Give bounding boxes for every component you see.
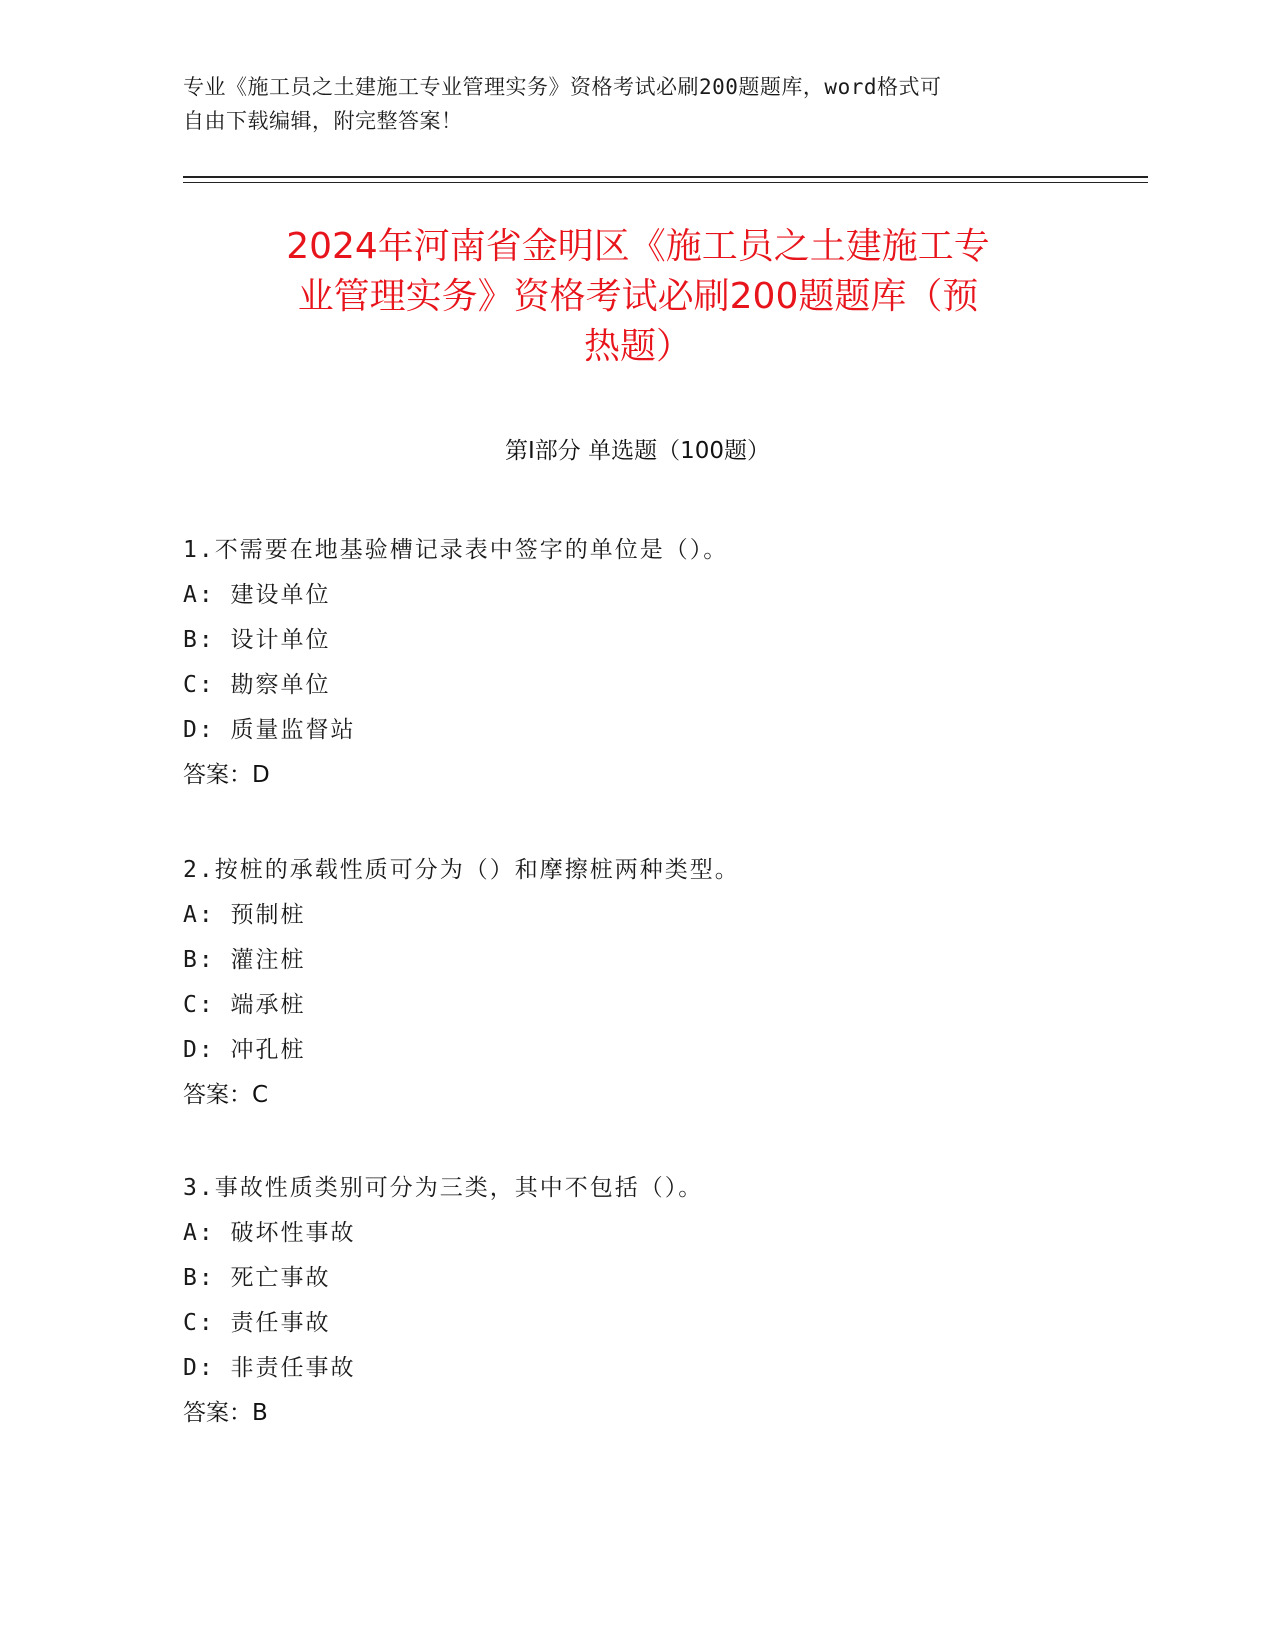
section-title: 第I部分 单选题（100题） xyxy=(505,438,770,464)
option-a: A: 预制桩 xyxy=(183,902,306,928)
answer-line: 答案：D xyxy=(183,762,270,788)
option-d: D: 非责任事故 xyxy=(183,1355,356,1381)
question-stem: 1.不需要在地基验槽记录表中签字的单位是（）。 xyxy=(183,537,729,563)
option-b: B: 死亡事故 xyxy=(183,1265,331,1291)
option-a: A: 破坏性事故 xyxy=(183,1220,356,1246)
question-item xyxy=(183,848,1163,1118)
document-title-line-3: 热题） xyxy=(583,326,692,367)
header-note-line-2: 自由下载编辑，附完整答案！ xyxy=(183,109,463,133)
document-title-line-2: 业管理实务》资格考试必刷200题题库（预 xyxy=(297,276,979,317)
option-c: C: 端承桩 xyxy=(183,992,306,1018)
header-divider-thick xyxy=(183,176,1148,178)
answer-line: 答案：B xyxy=(183,1400,268,1426)
document-title-line-1: 2024年河南省金明区《施工员之土建施工专 xyxy=(286,226,990,267)
option-c: C: 勘察单位 xyxy=(183,672,331,698)
header-note xyxy=(183,70,1083,138)
option-b: B: 设计单位 xyxy=(183,627,331,653)
option-d: D: 冲孔桩 xyxy=(183,1037,306,1063)
document-title xyxy=(183,222,1093,372)
question-item xyxy=(183,1166,1163,1436)
question-stem: 2.按桩的承载性质可分为（）和摩擦桩两种类型。 xyxy=(183,857,740,883)
question-item xyxy=(183,528,1163,798)
option-b: B: 灌注桩 xyxy=(183,947,306,973)
option-a: A: 建设单位 xyxy=(183,582,331,608)
header-divider-thin xyxy=(183,182,1148,183)
answer-line: 答案：C xyxy=(183,1082,269,1108)
option-c: C: 责任事故 xyxy=(183,1310,331,1336)
question-stem: 3.事故性质类别可分为三类，其中不包括（）。 xyxy=(183,1175,704,1201)
option-d: D: 质量监督站 xyxy=(183,717,356,743)
header-note-line-1: 专业《施工员之土建施工专业管理实务》资格考试必刷200题题库，word格式可 xyxy=(183,75,942,99)
